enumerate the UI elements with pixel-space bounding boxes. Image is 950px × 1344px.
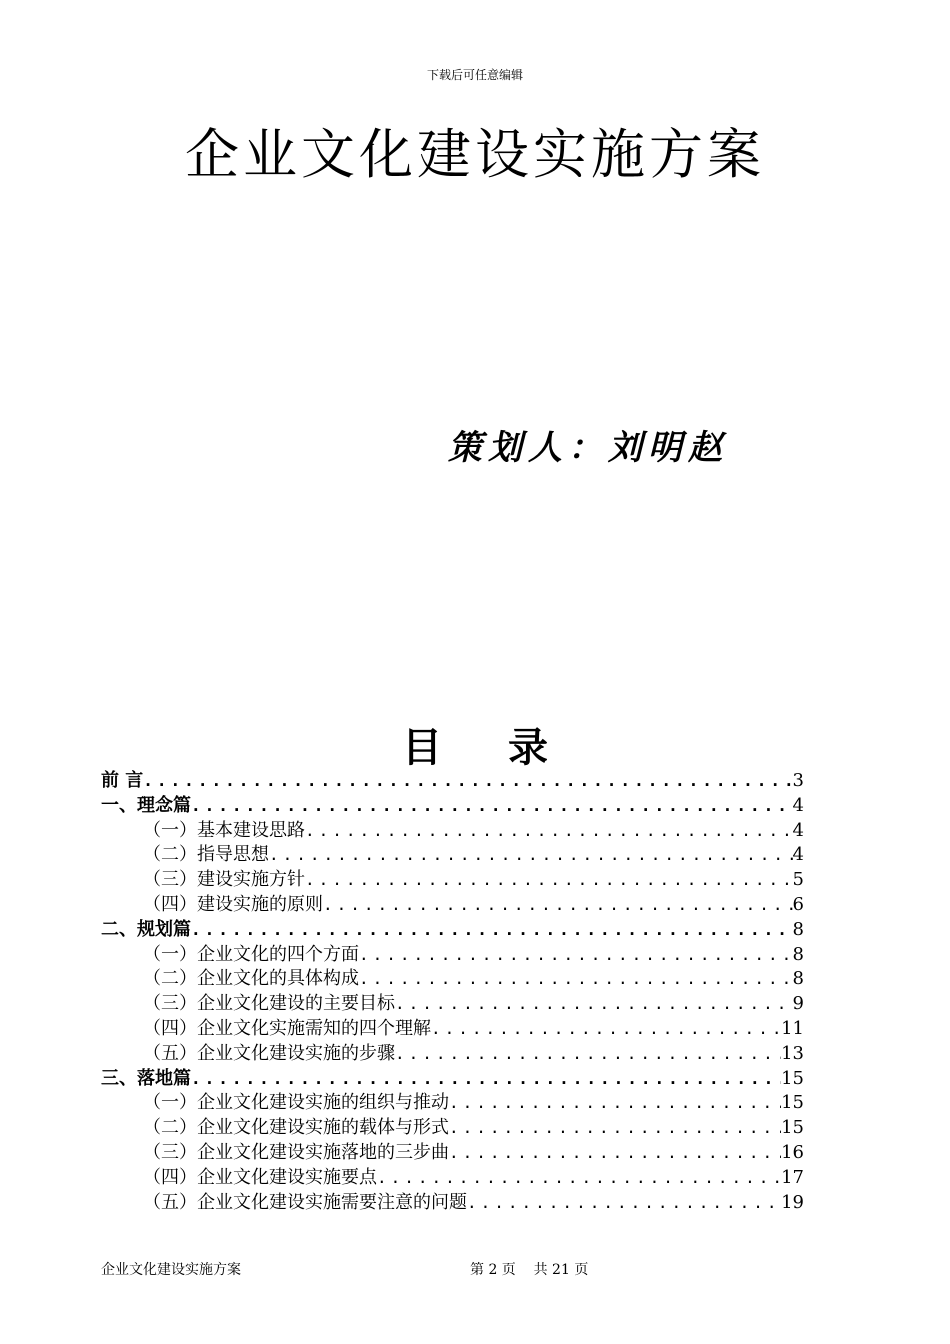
toc-heading: 目 录 [402,725,574,771]
toc-entry-label: （二）指导思想 [143,844,269,866]
toc-entry-label: （一）企业文化建设实施的组织与推动 [143,1092,449,1114]
toc-dot-leader [359,967,793,992]
toc-entry-label: （四）企业文化建设实施要点 [143,1166,377,1188]
toc-entry[interactable] [101,868,804,893]
toc-dot-leader [449,1091,781,1116]
toc-entry-page: 6 [792,893,804,915]
toc-dot-leader [449,1141,781,1166]
toc-entry-page: 15 [781,1092,804,1114]
toc-entry[interactable] [101,843,804,868]
toc-entry-page: 11 [781,1017,804,1039]
toc-dot-leader [395,1042,781,1067]
footer-doc-name: 企业文化建设实施方案 [101,1262,241,1278]
toc-entry-page: 5 [792,869,804,891]
toc-entry[interactable] [101,1042,804,1067]
toc-entry-page: 9 [792,993,804,1015]
toc-entry-label: 三、落地篇 [101,1067,191,1089]
toc-entry[interactable] [101,992,804,1017]
toc-dot-leader [191,794,793,819]
toc-entry-label: （三）企业文化建设实施落地的三步曲 [143,1141,449,1163]
toc-entry[interactable] [101,918,804,943]
toc-entry-page: 16 [781,1141,804,1163]
toc-entry[interactable] [101,1141,804,1166]
toc-dot-leader [467,1191,781,1216]
toc-entry[interactable] [101,967,804,992]
toc-entry[interactable] [101,1091,804,1116]
toc-entry[interactable] [101,943,804,968]
toc-entry-label: （五）企业文化建设实施的步骤 [143,1042,395,1064]
toc-entry-label: （一）基本建设思路 [143,819,305,841]
toc-entry-page: 4 [792,819,804,841]
toc-dot-leader [449,1116,781,1141]
toc-entry[interactable] [101,819,804,844]
toc-entry[interactable] [101,1017,804,1042]
toc-dot-leader [359,943,793,968]
toc-entry-page: 8 [792,943,804,965]
toc-entry-label: 一、理念篇 [101,794,191,816]
toc-entry[interactable] [101,1116,804,1141]
toc-dot-leader [305,868,793,893]
document-title: 企业文化建设实施方案 [185,123,765,186]
toc-entry-page: 3 [792,770,804,791]
toc-entry[interactable] [101,769,804,794]
toc-entry-page: 8 [792,968,804,990]
toc-entry[interactable] [101,1191,804,1216]
toc-entry-label: （四）企业文化实施需知的四个理解 [143,1017,431,1039]
toc-dot-leader [191,1067,781,1092]
header-note: 下载后可任意编辑 [426,68,523,82]
toc-entry-page: 19 [781,1191,804,1213]
toc-dot-leader [377,1166,781,1191]
footer-page-info: 第 2 页 共 21 页 [470,1262,589,1278]
toc-entry[interactable] [101,794,804,819]
toc-entry[interactable] [101,893,804,918]
toc-entry-label: 二、规划篇 [101,918,191,940]
toc-entry-label: （二）企业文化建设实施的载体与形式 [143,1117,449,1139]
toc-entry[interactable] [101,1067,804,1092]
toc-entry-label: （五）企业文化建设实施需要注意的问题 [143,1191,467,1213]
toc-dot-leader [431,1017,781,1042]
toc-entry-label: （三）企业文化建设的主要目标 [143,993,395,1015]
toc-entry-page: 4 [792,794,804,816]
toc-dot-leader [395,992,793,1017]
toc-entry-page: 15 [781,1067,804,1089]
toc-dot-leader [143,769,792,794]
table-of-contents [101,769,804,1215]
toc-entry-label: （四）建设实施的原则 [143,893,323,915]
toc-entry-label: （一）企业文化的四个方面 [143,943,359,965]
toc-dot-leader [323,893,793,918]
toc-entry-label: （三）建设实施方针 [143,869,305,891]
author-line: 策划人：刘明赵 [448,428,728,468]
toc-entry-page: 4 [792,844,804,866]
toc-entry[interactable] [101,1166,804,1191]
toc-entry-page: 8 [792,918,804,940]
toc-dot-leader [269,843,793,868]
toc-entry-label: 前 言 [101,770,144,791]
toc-entry-page: 15 [781,1117,804,1139]
toc-entry-page: 17 [781,1166,804,1188]
toc-entry-page: 13 [781,1042,804,1064]
toc-dot-leader [305,819,793,844]
toc-dot-leader [191,918,793,943]
toc-entry-label: （二）企业文化的具体构成 [143,968,359,990]
